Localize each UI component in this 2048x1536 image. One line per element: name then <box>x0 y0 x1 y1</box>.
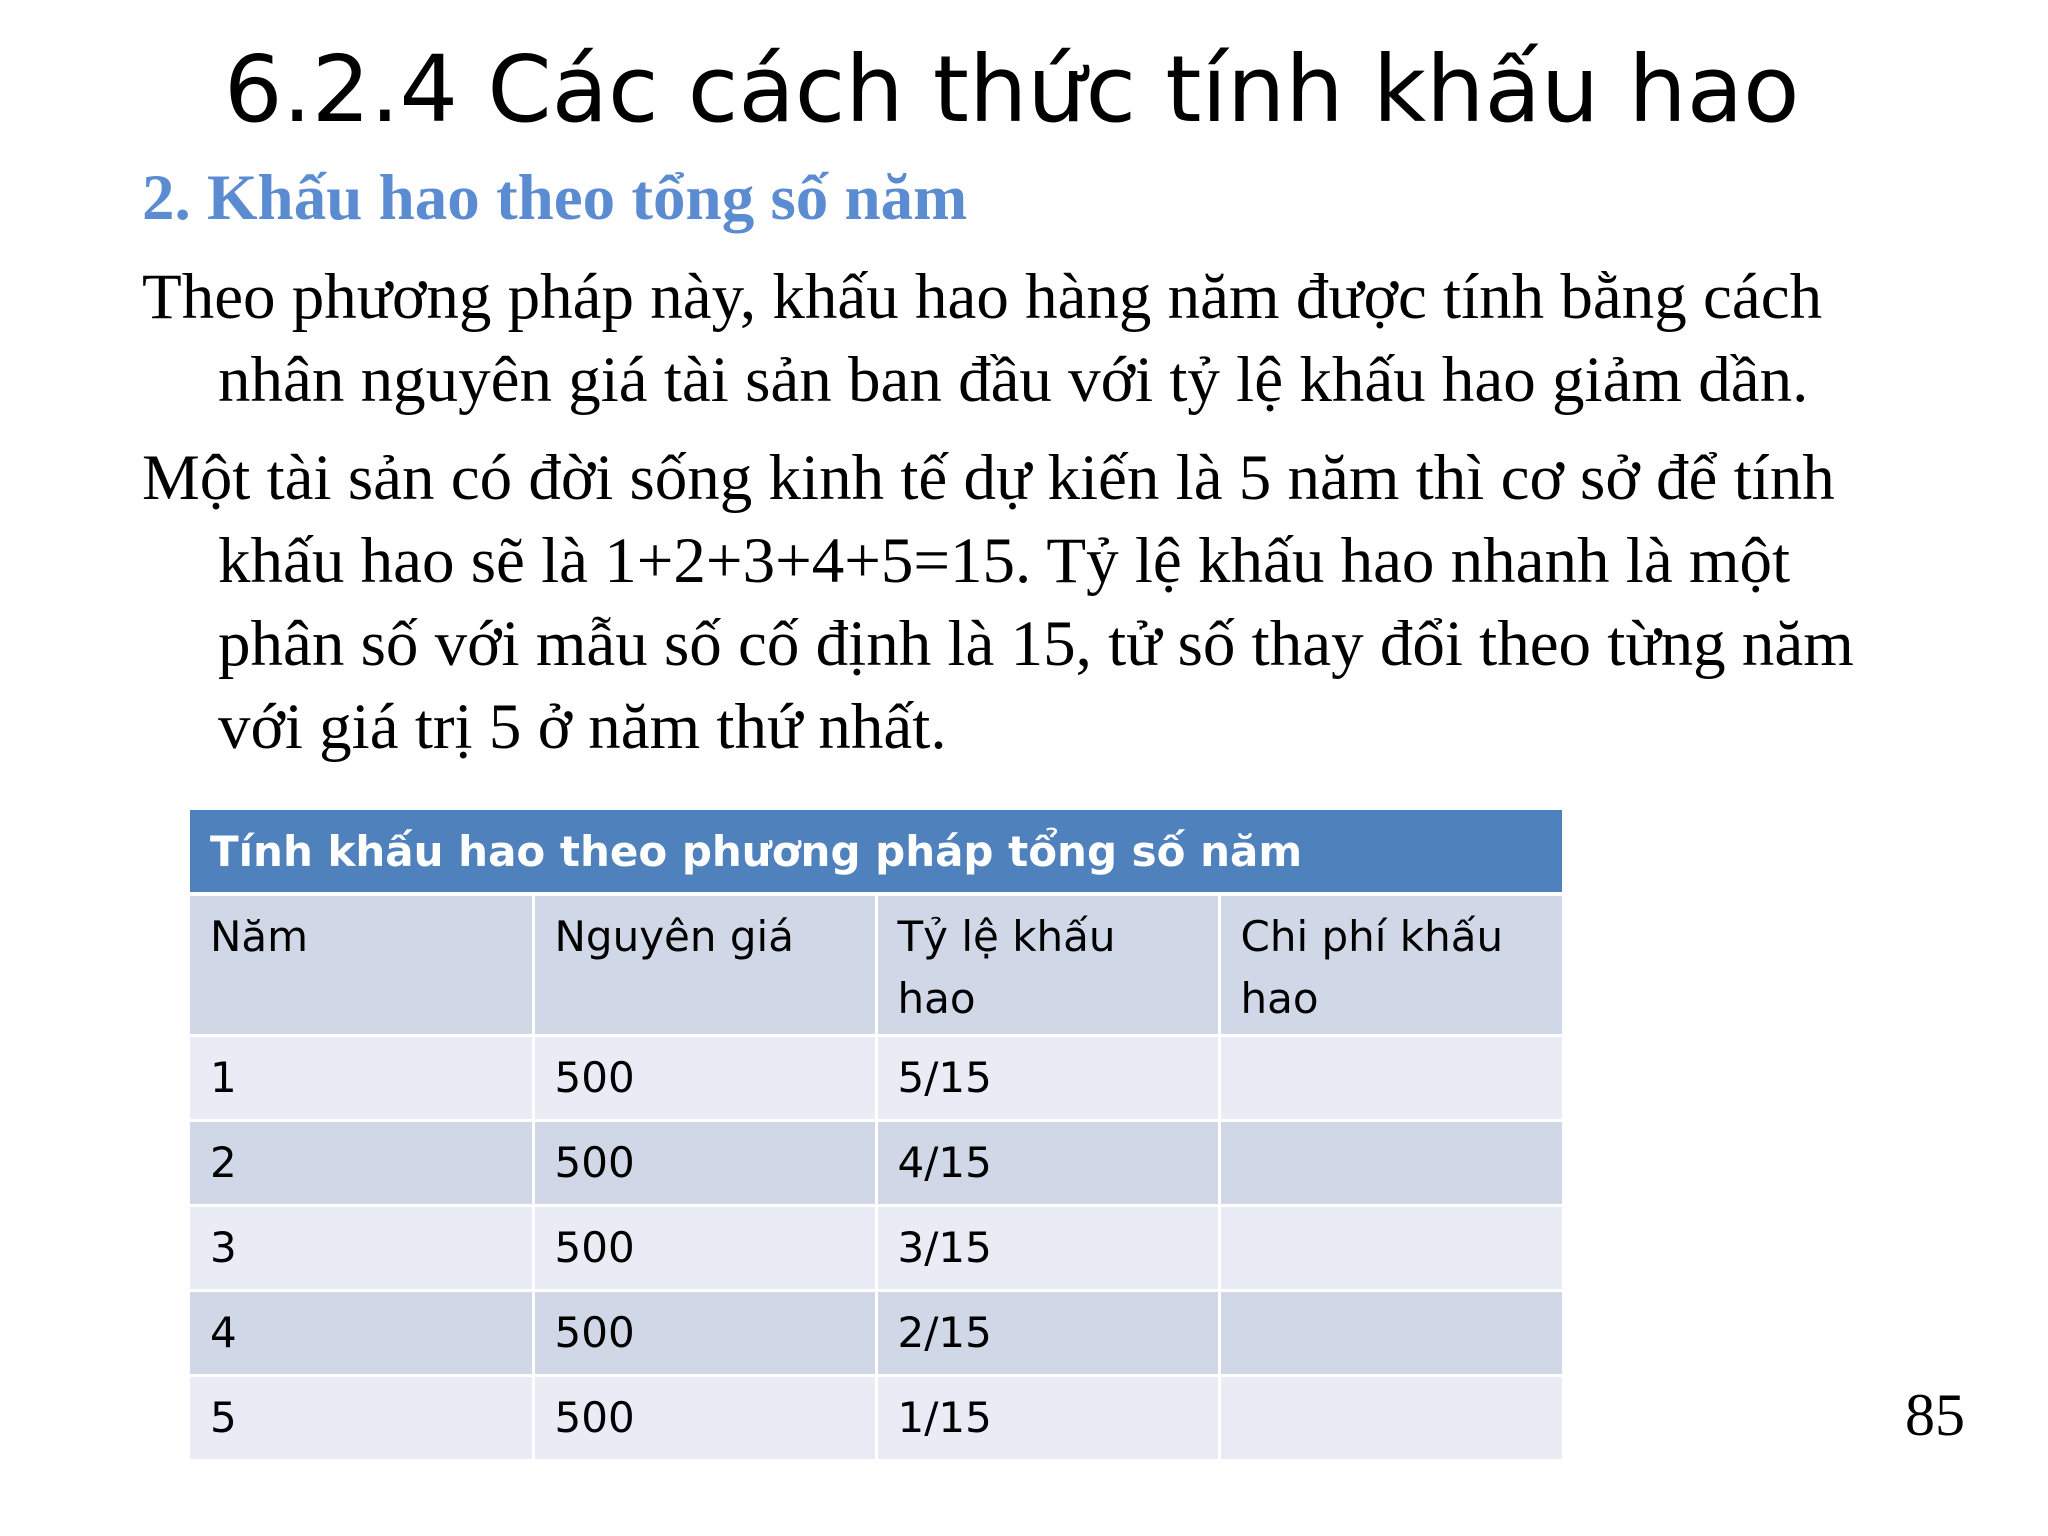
cell-expense <box>1219 1121 1562 1206</box>
paragraph-line: Theo phương pháp này, khấu hao hàng năm được tính bằng cách <box>142 261 1823 333</box>
cell-year: 5 <box>190 1376 533 1461</box>
cell-rate: 1/15 <box>876 1376 1219 1461</box>
slide-subtitle: 2. Khấu hao theo tổng số năm <box>142 162 968 234</box>
header-cell-rate: Tỷ lệ khấu hao <box>876 894 1219 1036</box>
cell-rate: 2/15 <box>876 1291 1219 1376</box>
depreciation-table <box>190 810 1562 1462</box>
cell-cost: 500 <box>533 1291 876 1376</box>
header-cell-cost: Nguyên giá <box>533 894 876 1036</box>
table-row <box>190 1291 1562 1376</box>
cell-cost: 500 <box>533 1036 876 1121</box>
header-cell-year: Năm <box>190 894 533 1036</box>
cell-cost: 500 <box>533 1376 876 1461</box>
cell-cost: 500 <box>533 1121 876 1206</box>
cell-expense <box>1219 1206 1562 1291</box>
slide-title: 6.2.4 Các cách thức tính khấu hao <box>224 36 1800 143</box>
table-caption: Tính khấu hao theo phương pháp tổng số năm <box>190 810 1562 894</box>
header-cell-expense: Chi phí khấu hao <box>1219 894 1562 1036</box>
cell-expense <box>1219 1036 1562 1121</box>
table-row <box>190 1376 1562 1461</box>
cell-cost: 500 <box>533 1206 876 1291</box>
cell-year: 3 <box>190 1206 533 1291</box>
paragraph-example <box>142 437 1992 769</box>
paragraph-line: khấu hao sẽ là 1+2+3+4+5=15. Tỷ lệ khấu hao nhanh là một <box>218 525 1791 597</box>
cell-rate: 4/15 <box>876 1121 1219 1206</box>
cell-expense <box>1219 1291 1562 1376</box>
cell-year: 4 <box>190 1291 533 1376</box>
paragraph-method <box>142 256 1992 422</box>
cell-expense <box>1219 1376 1562 1461</box>
cell-rate: 3/15 <box>876 1206 1219 1291</box>
paragraph-line: với giá trị 5 ở năm thứ nhất. <box>218 691 947 763</box>
paragraph-line: phân số với mẫu số cố định là 15, tử số thay đổi theo từng năm <box>218 608 1854 680</box>
paragraph-line: nhân nguyên giá tài sản ban đầu với tỷ lệ khấu hao giảm dần. <box>218 344 1809 416</box>
paragraph-line: Một tài sản có đời sống kinh tế dự kiến là 5 năm thì cơ sở để tính <box>142 442 1835 514</box>
table-row <box>190 1036 1562 1121</box>
table-row <box>190 1121 1562 1206</box>
cell-year: 1 <box>190 1036 533 1121</box>
page-number: 85 <box>1905 1382 1965 1448</box>
cell-year: 2 <box>190 1121 533 1206</box>
table-row <box>190 1206 1562 1291</box>
table-header-row <box>190 894 1562 1036</box>
cell-rate: 5/15 <box>876 1036 1219 1121</box>
